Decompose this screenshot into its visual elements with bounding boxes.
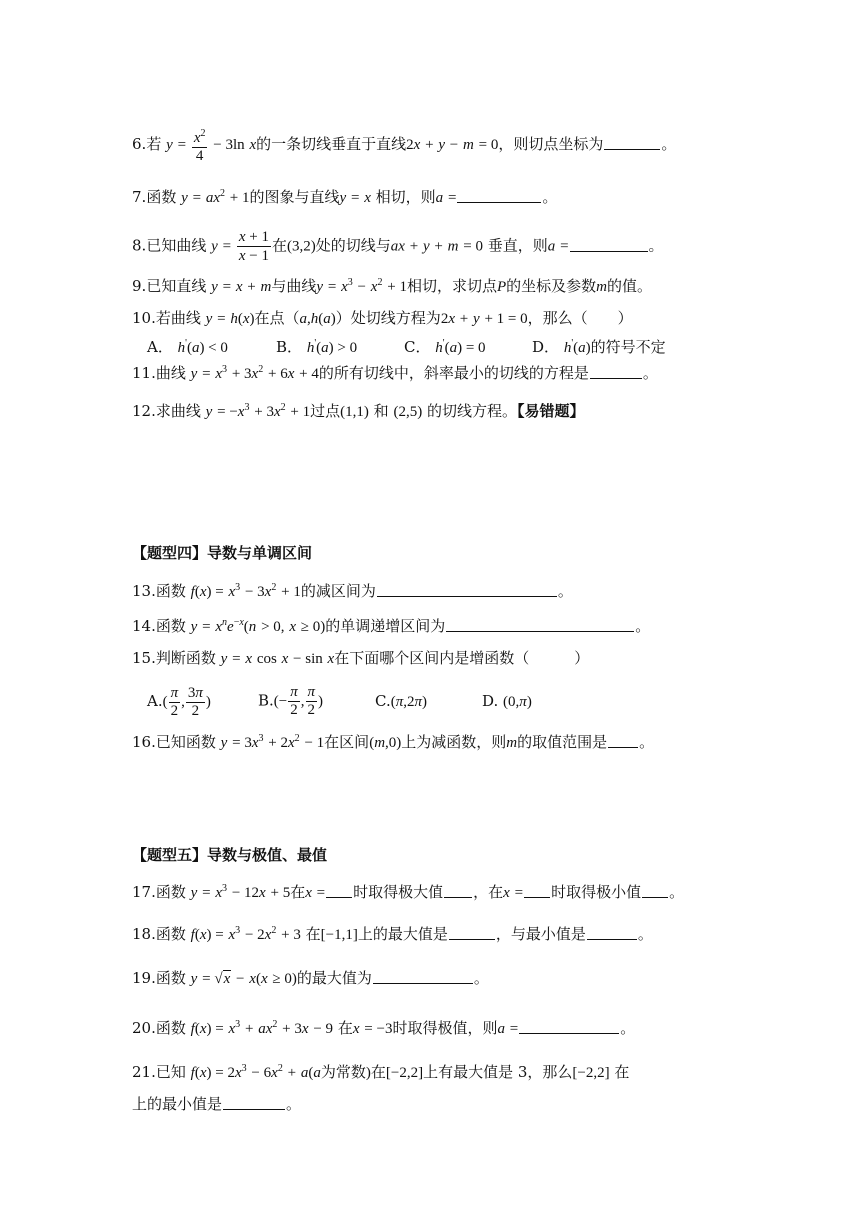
answer-blank[interactable] [519, 1018, 619, 1034]
answer-blank[interactable] [373, 968, 473, 984]
question-19: 19.函数 y = √x − x(x ≥ 0)的最大值为 。 [132, 969, 489, 987]
answer-blank[interactable] [446, 616, 634, 632]
question-number: 6. [132, 135, 147, 153]
question-7: 7.函数 $y = ax^2 + 1$的图象与直线y = x 相切，则a = 。 [132, 188, 558, 206]
option-c[interactable]: C． h'(a) = 0 [404, 338, 486, 356]
fraction: $\frac{x^2}{4}$ [192, 125, 208, 165]
answer-blank[interactable] [377, 581, 557, 597]
question-6: 6.若 y = $\frac{x^2}{4}$ − 3ln x的一条切线垂直于直线2x + y − m = 0，则切点坐标为 。 [132, 125, 676, 165]
option-a[interactable]: A． h'(a) < 0 [147, 338, 228, 356]
question-15: 15.判断函数 y = x cos x − sin x在下面哪个区间内是增函数（ ） [132, 649, 590, 667]
section-heading-5: 【题型五】导数与极值、最值 [132, 846, 328, 864]
option-b[interactable]: B.(− $\frac{\pi}{2}$ , $\frac{\pi}{2}$ ) [258, 684, 324, 718]
option-a[interactable]: A.( $\frac{\pi}{2}$ , $\frac{3\pi}{2}$ ) [147, 684, 211, 719]
question-8: 8.已知曲线 y = $\frac{x + 1}{x - 1}$ 在(3,2)处的切线与ax + y + m = 0 垂直，则a = 。 [132, 229, 664, 264]
option-c[interactable]: C.(π,2π) [375, 692, 427, 710]
answer-blank[interactable] [608, 732, 638, 748]
answer-blank[interactable] [457, 187, 541, 203]
question-20: 20.函数 $f(x) = x^3 + ax^2 + 3x - 9$ 在x = −3时取得极值，则a = 。 [132, 1019, 636, 1037]
question-18: 18.函数 $f(x) = x^3 - 2x^2 + 3$ 在[−1,1]上的最大值是 ，与最小值是 。 [132, 925, 653, 943]
question-11: 11.曲线 $y = x^3 + 3x^2 + 6x + 4$的所有切线中，斜率最小的切线的方程是 。 [132, 364, 658, 382]
answer-blank[interactable] [590, 363, 642, 379]
option-d[interactable]: D. (0,π) [482, 692, 532, 710]
question-21-line-2: 上的最小值是 。 [132, 1095, 302, 1113]
option-d[interactable]: D． h'(a)的符号不定 [532, 338, 666, 356]
answer-blank[interactable] [444, 882, 472, 898]
question-16: 16.已知函数 $y = 3x^3 + 2x^2 - 1$在区间(m,0)上为减函数，则m的取值范围是 。 [132, 733, 655, 751]
option-b[interactable]: B． h'(a) > 0 [276, 338, 358, 356]
question-10: 10.若曲线 y = h(x)在点（a,h(a)）处切线方程为2x + y + 1 = 0，那么（ ） [132, 309, 633, 327]
tag-error-prone: 【易错题】 [517, 402, 585, 420]
fraction: $\frac{x + 1}{x - 1}$ [238, 229, 269, 264]
answer-blank[interactable] [570, 236, 648, 252]
question-14: 14.函数 $y = x^ne^{-x}(n > 0$, x ≥ 0)的单调递增区间为 。 [132, 617, 651, 635]
section-heading-4: 【题型四】导数与单调区间 [132, 544, 313, 562]
answer-blank[interactable] [223, 1094, 285, 1110]
answer-blank[interactable] [524, 882, 550, 898]
question-17: 17.函数 $y = x^3 - 12x + 5$在x = 时取得极大值 ，在x = 时取得极小值 。 [132, 883, 685, 901]
answer-blank[interactable] [587, 924, 637, 940]
answer-blank[interactable] [642, 882, 668, 898]
answer-blank[interactable] [604, 134, 660, 150]
question-21: 21.已知 $f(x) = 2x^3 - 6x^2 + a(a$为常数)在[−2,2]上有最大值是 3，那么[−2,2] 在 [132, 1063, 630, 1081]
question-13: 13.函数 $f(x) = x^3 - 3x^2 + 1$的减区间为 。 [132, 582, 573, 600]
answer-blank[interactable] [326, 882, 352, 898]
question-12: 12.求曲线 $y = -x^3 + 3x^2 + 1$过点(1,1) 和 (2,5) 的切线方程。【易错题】 [132, 402, 585, 420]
question-9: 9.已知直线 y = x + m与曲线$y = x^3 - x^2 + 1$相切，求切点P的坐标及参数m的值。 [132, 277, 653, 295]
answer-blank[interactable] [449, 924, 495, 940]
